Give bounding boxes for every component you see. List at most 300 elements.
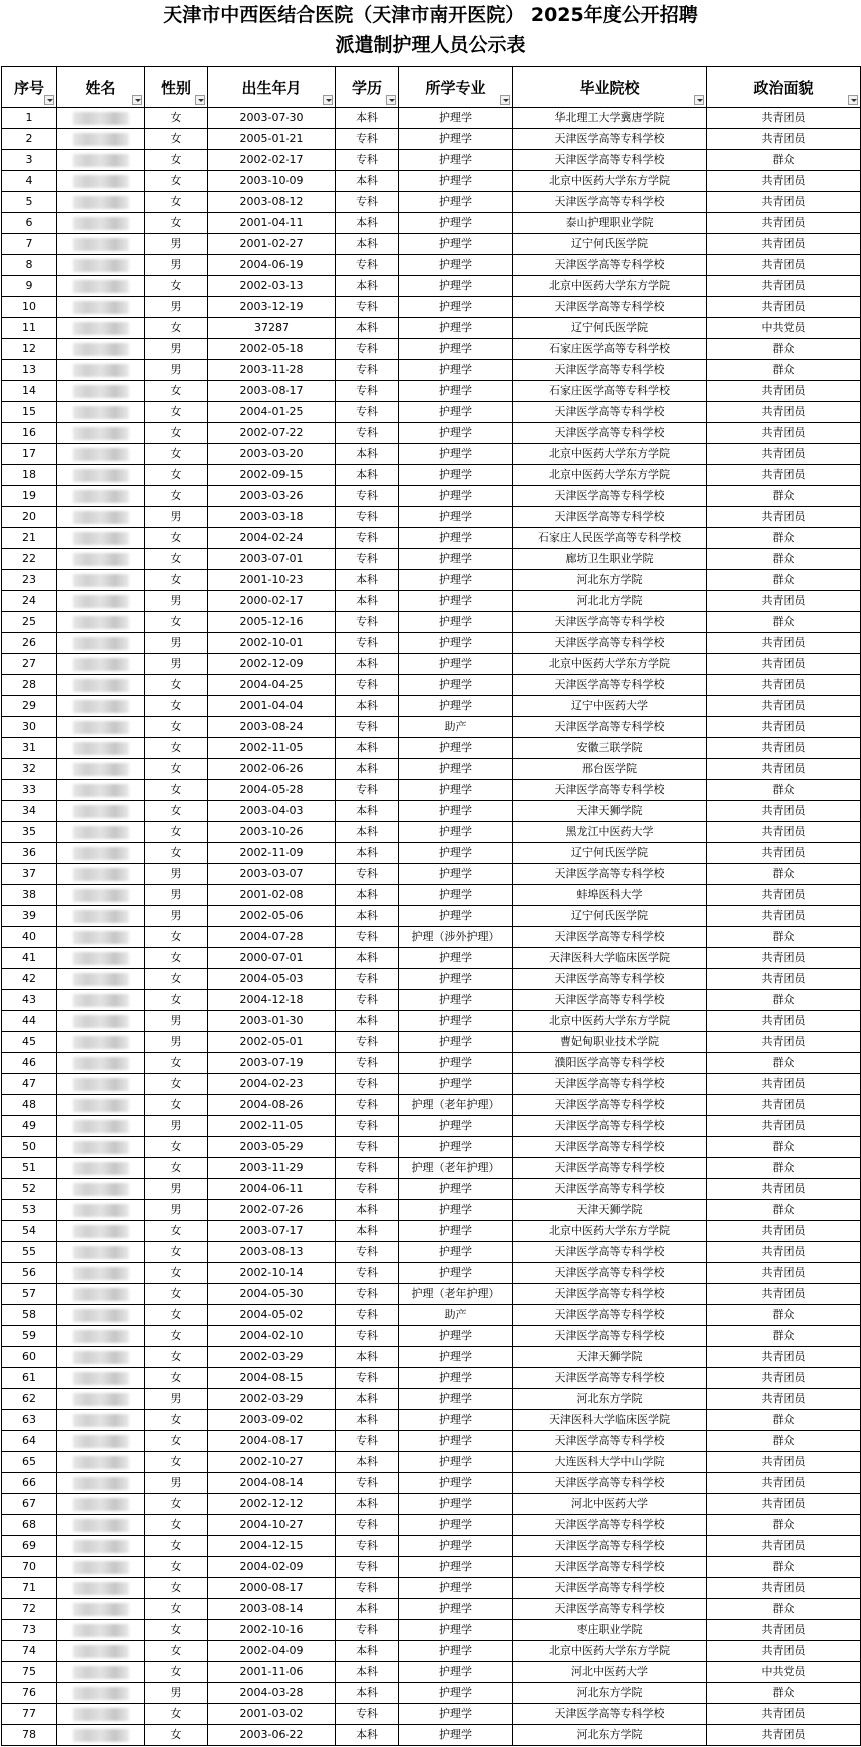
cell-index: 38 [2, 885, 57, 906]
redacted-name-mask [73, 1414, 129, 1427]
table-row [2, 717, 861, 738]
cell-name [57, 1347, 145, 1368]
header-row [2, 67, 861, 108]
table-row [2, 444, 861, 465]
cell-school: 辽宁中医药大学 [513, 696, 707, 717]
redacted-name-mask [73, 1267, 129, 1280]
cell-birthdate: 2002-05-18 [208, 339, 336, 360]
cell-gender: 女 [145, 717, 208, 738]
cell-major: 护理学 [399, 990, 513, 1011]
cell-major: 护理学 [399, 843, 513, 864]
cell-political-status: 共青团员 [707, 1494, 861, 1515]
cell-political-status: 共青团员 [707, 1116, 861, 1137]
redacted-name-mask [73, 1561, 129, 1574]
cell-birthdate: 2002-06-26 [208, 759, 336, 780]
cell-name [57, 801, 145, 822]
cell-index: 58 [2, 1305, 57, 1326]
cell-political-status: 共青团员 [707, 213, 861, 234]
cell-major: 护理（老年护理） [399, 1158, 513, 1179]
cell-name [57, 759, 145, 780]
cell-name [57, 738, 145, 759]
cell-birthdate: 2000-07-01 [208, 948, 336, 969]
table-row [2, 402, 861, 423]
redacted-name-mask [73, 1204, 129, 1217]
cell-political-status: 共青团员 [707, 675, 861, 696]
cell-political-status: 群众 [707, 360, 861, 381]
redacted-name-mask [73, 805, 129, 818]
cell-school: 天津医学高等专科学校 [513, 423, 707, 444]
cell-political-status: 共青团员 [707, 1704, 861, 1725]
cell-gender: 女 [145, 1557, 208, 1578]
cell-gender: 男 [145, 234, 208, 255]
cell-index: 44 [2, 1011, 57, 1032]
cell-school: 石家庄医学高等专科学校 [513, 339, 707, 360]
cell-political-status: 共青团员 [707, 1221, 861, 1242]
cell-index: 47 [2, 1074, 57, 1095]
cell-index: 25 [2, 612, 57, 633]
cell-school: 濮阳医学高等专科学校 [513, 1053, 707, 1074]
table-row [2, 570, 861, 591]
cell-major: 护理学 [399, 1074, 513, 1095]
cell-major: 护理学 [399, 1368, 513, 1389]
cell-education: 本科 [336, 1452, 399, 1473]
table-row [2, 507, 861, 528]
table-row [2, 801, 861, 822]
cell-index: 29 [2, 696, 57, 717]
cell-birthdate: 2004-05-02 [208, 1305, 336, 1326]
cell-education: 专科 [336, 864, 399, 885]
table-row [2, 633, 861, 654]
cell-political-status: 共青团员 [707, 633, 861, 654]
cell-education: 专科 [336, 1032, 399, 1053]
cell-school: 天津医学高等专科学校 [513, 1326, 707, 1347]
cell-name [57, 213, 145, 234]
cell-gender: 女 [145, 1515, 208, 1536]
table-row [2, 990, 861, 1011]
cell-school: 天津医学高等专科学校 [513, 612, 707, 633]
cell-birthdate: 2001-03-02 [208, 1704, 336, 1725]
cell-school: 天津医学高等专科学校 [513, 633, 707, 654]
cell-political-status: 共青团员 [707, 297, 861, 318]
cell-political-status: 群众 [707, 1137, 861, 1158]
cell-political-status: 群众 [707, 1200, 861, 1221]
cell-major: 护理学 [399, 1494, 513, 1515]
cell-index: 37 [2, 864, 57, 885]
cell-education: 专科 [336, 423, 399, 444]
cell-political-status: 共青团员 [707, 276, 861, 297]
cell-name [57, 129, 145, 150]
cell-birthdate: 2004-05-03 [208, 969, 336, 990]
table-row [2, 738, 861, 759]
cell-education: 本科 [336, 822, 399, 843]
cell-education: 专科 [336, 717, 399, 738]
redacted-name-mask [73, 364, 129, 377]
cell-education: 专科 [336, 1242, 399, 1263]
cell-political-status: 群众 [707, 1557, 861, 1578]
cell-political-status: 群众 [707, 990, 861, 1011]
cell-birthdate: 2004-08-15 [208, 1368, 336, 1389]
cell-birthdate: 2003-06-22 [208, 1725, 336, 1746]
filter-dropdown-icon[interactable] [323, 95, 333, 105]
cell-education: 本科 [336, 843, 399, 864]
cell-birthdate: 2002-07-22 [208, 423, 336, 444]
cell-index: 77 [2, 1704, 57, 1725]
cell-birthdate: 2003-07-17 [208, 1221, 336, 1242]
table-row [2, 1242, 861, 1263]
cell-school: 北京中医药大学东方学院 [513, 171, 707, 192]
cell-school: 天津医学高等专科学校 [513, 255, 707, 276]
cell-political-status: 共青团员 [707, 1095, 861, 1116]
cell-gender: 女 [145, 780, 208, 801]
cell-gender: 男 [145, 633, 208, 654]
cell-political-status: 共青团员 [707, 192, 861, 213]
cell-gender: 女 [145, 738, 208, 759]
table-row [2, 1032, 861, 1053]
cell-birthdate: 2002-12-12 [208, 1494, 336, 1515]
cell-name [57, 171, 145, 192]
redacted-name-mask [73, 1498, 129, 1511]
cell-gender: 男 [145, 297, 208, 318]
redacted-name-mask [73, 1372, 129, 1385]
cell-education: 本科 [336, 1410, 399, 1431]
cell-gender: 男 [145, 339, 208, 360]
cell-gender: 女 [145, 381, 208, 402]
cell-school: 北京中医药大学东方学院 [513, 276, 707, 297]
cell-name [57, 360, 145, 381]
cell-education: 本科 [336, 738, 399, 759]
redacted-name-mask [73, 868, 129, 881]
redacted-name-mask [73, 637, 129, 650]
cell-political-status: 群众 [707, 1683, 861, 1704]
table-row [2, 192, 861, 213]
cell-political-status: 群众 [707, 1326, 861, 1347]
cell-political-status: 共青团员 [707, 1641, 861, 1662]
cell-school: 河北东方学院 [513, 570, 707, 591]
cell-education: 本科 [336, 1221, 399, 1242]
cell-name [57, 255, 145, 276]
redacted-name-mask [73, 1729, 129, 1742]
cell-major: 护理学 [399, 759, 513, 780]
redacted-name-mask [73, 1540, 129, 1553]
table-row [2, 843, 861, 864]
filter-dropdown-icon[interactable] [132, 95, 142, 105]
cell-political-status: 共青团员 [707, 759, 861, 780]
header-name: 姓名 [57, 67, 145, 108]
cell-major: 护理学 [399, 1662, 513, 1683]
cell-political-status: 共青团员 [707, 969, 861, 990]
cell-education: 专科 [336, 1326, 399, 1347]
redacted-name-mask [73, 1456, 129, 1469]
cell-major: 护理学 [399, 612, 513, 633]
cell-index: 31 [2, 738, 57, 759]
cell-school: 天津医学高等专科学校 [513, 1263, 707, 1284]
redacted-name-mask [73, 112, 129, 125]
cell-name [57, 1326, 145, 1347]
table-row [2, 885, 861, 906]
cell-birthdate: 2003-08-14 [208, 1599, 336, 1620]
cell-major: 护理学 [399, 1200, 513, 1221]
cell-political-status: 共青团员 [707, 1452, 861, 1473]
table-row [2, 1704, 861, 1725]
redacted-name-mask [73, 574, 129, 587]
cell-index: 9 [2, 276, 57, 297]
cell-birthdate: 2003-08-24 [208, 717, 336, 738]
cell-gender: 女 [145, 444, 208, 465]
cell-education: 本科 [336, 465, 399, 486]
cell-name [57, 234, 145, 255]
cell-education: 专科 [336, 1305, 399, 1326]
table-row [2, 969, 861, 990]
cell-gender: 女 [145, 969, 208, 990]
cell-index: 53 [2, 1200, 57, 1221]
cell-education: 本科 [336, 885, 399, 906]
cell-major: 护理学 [399, 1515, 513, 1536]
cell-major: 护理学 [399, 1431, 513, 1452]
cell-name [57, 633, 145, 654]
filter-dropdown-icon[interactable] [195, 95, 205, 105]
cell-birthdate: 2004-08-17 [208, 1431, 336, 1452]
filter-dropdown-icon[interactable] [386, 95, 396, 105]
cell-gender: 女 [145, 1578, 208, 1599]
cell-gender: 女 [145, 696, 208, 717]
cell-education: 专科 [336, 1116, 399, 1137]
cell-school: 天津天狮学院 [513, 1347, 707, 1368]
cell-school: 天津医学高等专科学校 [513, 1074, 707, 1095]
cell-index: 21 [2, 528, 57, 549]
table-row [2, 486, 861, 507]
cell-gender: 男 [145, 1389, 208, 1410]
filter-dropdown-icon[interactable] [848, 95, 858, 105]
table-body [2, 108, 861, 1746]
redacted-name-mask [73, 511, 129, 524]
cell-political-status: 群众 [707, 1515, 861, 1536]
cell-education: 本科 [336, 654, 399, 675]
cell-education: 专科 [336, 339, 399, 360]
cell-name [57, 1473, 145, 1494]
table-row [2, 675, 861, 696]
cell-gender: 男 [145, 1179, 208, 1200]
table-row [2, 1578, 861, 1599]
cell-political-status: 共青团员 [707, 696, 861, 717]
cell-birthdate: 2003-09-02 [208, 1410, 336, 1431]
cell-name [57, 1368, 145, 1389]
cell-political-status: 共青团员 [707, 1074, 861, 1095]
cell-political-status: 共青团员 [707, 1473, 861, 1494]
cell-major: 护理（老年护理） [399, 1284, 513, 1305]
cell-school: 安徽三联学院 [513, 738, 707, 759]
table-row [2, 927, 861, 948]
cell-education: 专科 [336, 1515, 399, 1536]
redacted-name-mask [73, 217, 129, 230]
redacted-name-mask [73, 259, 129, 272]
cell-political-status: 共青团员 [707, 444, 861, 465]
cell-index: 70 [2, 1557, 57, 1578]
table-row [2, 1284, 861, 1305]
table-row [2, 1158, 861, 1179]
redacted-name-mask [73, 238, 129, 251]
cell-index: 18 [2, 465, 57, 486]
cell-gender: 女 [145, 612, 208, 633]
cell-major: 护理学 [399, 528, 513, 549]
cell-political-status: 共青团员 [707, 507, 861, 528]
redacted-name-mask [73, 301, 129, 314]
table-row [2, 612, 861, 633]
cell-birthdate: 2002-03-29 [208, 1347, 336, 1368]
cell-education: 专科 [336, 549, 399, 570]
redacted-name-mask [73, 1120, 129, 1133]
cell-political-status: 共青团员 [707, 1263, 861, 1284]
cell-school: 廊坊卫生职业学院 [513, 549, 707, 570]
cell-index: 63 [2, 1410, 57, 1431]
cell-birthdate: 2002-03-29 [208, 1389, 336, 1410]
cell-education: 本科 [336, 1389, 399, 1410]
cell-birthdate: 2003-01-30 [208, 1011, 336, 1032]
cell-name [57, 1410, 145, 1431]
cell-name [57, 444, 145, 465]
table-row [2, 1515, 861, 1536]
cell-political-status: 共青团员 [707, 738, 861, 759]
cell-gender: 女 [145, 129, 208, 150]
cell-major: 护理学 [399, 1578, 513, 1599]
cell-political-status: 群众 [707, 1599, 861, 1620]
cell-name [57, 108, 145, 129]
cell-birthdate: 2004-02-09 [208, 1557, 336, 1578]
cell-education: 本科 [336, 1494, 399, 1515]
filter-dropdown-icon[interactable] [44, 95, 54, 105]
cell-index: 7 [2, 234, 57, 255]
redacted-name-mask [73, 1351, 129, 1364]
cell-political-status: 共青团员 [707, 1578, 861, 1599]
redacted-name-mask [73, 1099, 129, 1112]
filter-dropdown-icon[interactable] [694, 95, 704, 105]
cell-gender: 女 [145, 486, 208, 507]
cell-school: 天津医学高等专科学校 [513, 1431, 707, 1452]
cell-index: 17 [2, 444, 57, 465]
cell-education: 本科 [336, 318, 399, 339]
cell-gender: 男 [145, 1473, 208, 1494]
cell-education: 专科 [336, 1074, 399, 1095]
cell-major: 助产 [399, 717, 513, 738]
cell-school: 天津医学高等专科学校 [513, 864, 707, 885]
cell-birthdate: 2004-02-24 [208, 528, 336, 549]
cell-education: 专科 [336, 633, 399, 654]
cell-political-status: 群众 [707, 528, 861, 549]
table-row [2, 1431, 861, 1452]
cell-index: 6 [2, 213, 57, 234]
cell-school: 天津医学高等专科学校 [513, 1305, 707, 1326]
cell-school: 石家庄人民医学高等专科学校 [513, 528, 707, 549]
cell-major: 护理学 [399, 885, 513, 906]
cell-index: 11 [2, 318, 57, 339]
cell-school: 邢台医学院 [513, 759, 707, 780]
cell-index: 67 [2, 1494, 57, 1515]
cell-school: 黑龙江中医药大学 [513, 822, 707, 843]
cell-index: 60 [2, 1347, 57, 1368]
cell-index: 19 [2, 486, 57, 507]
cell-major: 护理学 [399, 234, 513, 255]
cell-name [57, 507, 145, 528]
cell-political-status: 群众 [707, 612, 861, 633]
cell-index: 49 [2, 1116, 57, 1137]
cell-index: 66 [2, 1473, 57, 1494]
redacted-name-mask [73, 175, 129, 188]
cell-major: 护理学 [399, 213, 513, 234]
cell-birthdate: 2003-11-29 [208, 1158, 336, 1179]
cell-political-status: 群众 [707, 1305, 861, 1326]
filter-dropdown-icon[interactable] [500, 95, 510, 105]
redacted-name-mask [73, 1015, 129, 1028]
cell-major: 护理（涉外护理） [399, 927, 513, 948]
cell-major: 护理学 [399, 1221, 513, 1242]
cell-index: 30 [2, 717, 57, 738]
cell-gender: 女 [145, 1221, 208, 1242]
cell-name [57, 906, 145, 927]
cell-education: 本科 [336, 1200, 399, 1221]
cell-index: 61 [2, 1368, 57, 1389]
cell-major: 护理学 [399, 192, 513, 213]
cell-birthdate: 2004-02-10 [208, 1326, 336, 1347]
cell-major: 护理学 [399, 1137, 513, 1158]
cell-index: 54 [2, 1221, 57, 1242]
cell-gender: 男 [145, 1683, 208, 1704]
cell-name [57, 1599, 145, 1620]
cell-name [57, 1011, 145, 1032]
table-row [2, 1263, 861, 1284]
cell-school: 天津医学高等专科学校 [513, 1116, 707, 1137]
cell-birthdate: 2002-10-01 [208, 633, 336, 654]
cell-major: 护理学 [399, 465, 513, 486]
cell-name [57, 1662, 145, 1683]
cell-major: 护理学 [399, 1536, 513, 1557]
cell-index: 10 [2, 297, 57, 318]
table-row [2, 654, 861, 675]
cell-education: 专科 [336, 528, 399, 549]
cell-major: 护理学 [399, 1032, 513, 1053]
cell-school: 天津医学高等专科学校 [513, 150, 707, 171]
cell-political-status: 共青团员 [707, 171, 861, 192]
cell-name [57, 1389, 145, 1410]
cell-birthdate: 2002-05-06 [208, 906, 336, 927]
cell-birthdate: 2003-08-13 [208, 1242, 336, 1263]
cell-birthdate: 2004-07-28 [208, 927, 336, 948]
cell-index: 72 [2, 1599, 57, 1620]
cell-political-status: 共青团员 [707, 255, 861, 276]
cell-index: 74 [2, 1641, 57, 1662]
cell-birthdate: 2004-01-25 [208, 402, 336, 423]
table-row [2, 822, 861, 843]
redacted-name-mask [73, 448, 129, 461]
redacted-name-mask [73, 490, 129, 503]
cell-gender: 女 [145, 1410, 208, 1431]
cell-birthdate: 2003-11-28 [208, 360, 336, 381]
cell-political-status: 共青团员 [707, 1284, 861, 1305]
cell-education: 本科 [336, 591, 399, 612]
table-row [2, 1200, 861, 1221]
cell-birthdate: 2003-03-18 [208, 507, 336, 528]
cell-name [57, 318, 145, 339]
cell-birthdate: 2004-08-14 [208, 1473, 336, 1494]
cell-gender: 女 [145, 402, 208, 423]
cell-major: 护理学 [399, 738, 513, 759]
cell-birthdate: 2005-12-16 [208, 612, 336, 633]
table-row [2, 948, 861, 969]
cell-school: 河北中医药大学 [513, 1494, 707, 1515]
cell-major: 护理学 [399, 1347, 513, 1368]
redacted-name-mask [73, 532, 129, 545]
redacted-name-mask [73, 616, 129, 629]
cell-education: 专科 [336, 402, 399, 423]
table-row [2, 1074, 861, 1095]
